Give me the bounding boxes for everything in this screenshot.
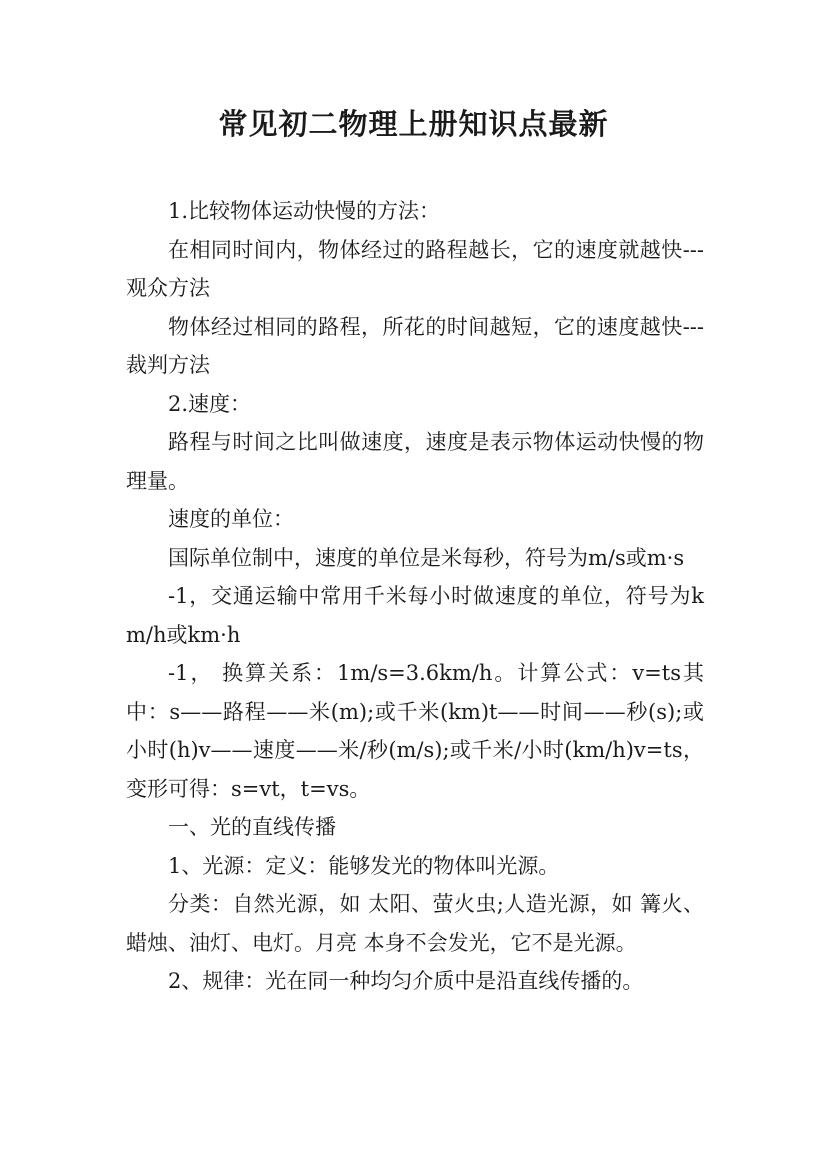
paragraph-audience-method: 在相同时间内，物体经过的路程越长，它的速度就越快---观众方法	[126, 237, 704, 300]
paragraph-si-unit: 国际单位制中，速度的单位是米每秒，符号为m/s或m·s	[168, 545, 685, 570]
paragraph-light-propagation-heading: 一、光的直线传播	[168, 815, 336, 839]
paragraph-speed-definition: 路程与时间之比叫做速度，速度是表示物体运动快慢的物理量。	[126, 430, 704, 493]
paragraph-speed-heading: 2.速度：	[168, 391, 252, 416]
paragraph-conversion-formula: -1， 换算关系：1m/s=3.6km/h。计算公式：v=ts其中：s——路程——米(m);或千米(km)t——时间——秒(s);或小时(h)v——速度——米/秒(m/s);或千米/小时(km/h)v=ts，变形可得：s=vt，t=vs。	[126, 661, 704, 801]
paragraph-light-source-definition: 1、光源：定义：能够发光的物体叫光源。	[168, 853, 560, 878]
paragraph-light-source-classification: 分类：自然光源，如 太阳、萤火虫;人造光源，如 篝火、蜡烛、油灯、电灯。月亮 本身不会发光，它不是光源。	[126, 892, 704, 955]
paragraph-km-per-hour: -1，交通运输中常用千米每小时做速度的单位，符号为km/h或km·h	[126, 584, 704, 647]
paragraph-speed-comparison-heading: 1.比较物体运动快慢的方法：	[168, 199, 441, 223]
paragraph-light-propagation-law: 2、规律：光在同一种均匀介质中是沿直线传播的。	[168, 969, 644, 993]
paragraph-speed-unit-heading: 速度的单位：	[168, 507, 294, 531]
page-title: 常见初二物理上册知识点最新	[218, 107, 609, 141]
paragraph-referee-method: 物体经过相同的路程，所花的时间越短，它的速度越快---裁判方法	[126, 314, 704, 377]
document-body	[126, 192, 704, 1001]
